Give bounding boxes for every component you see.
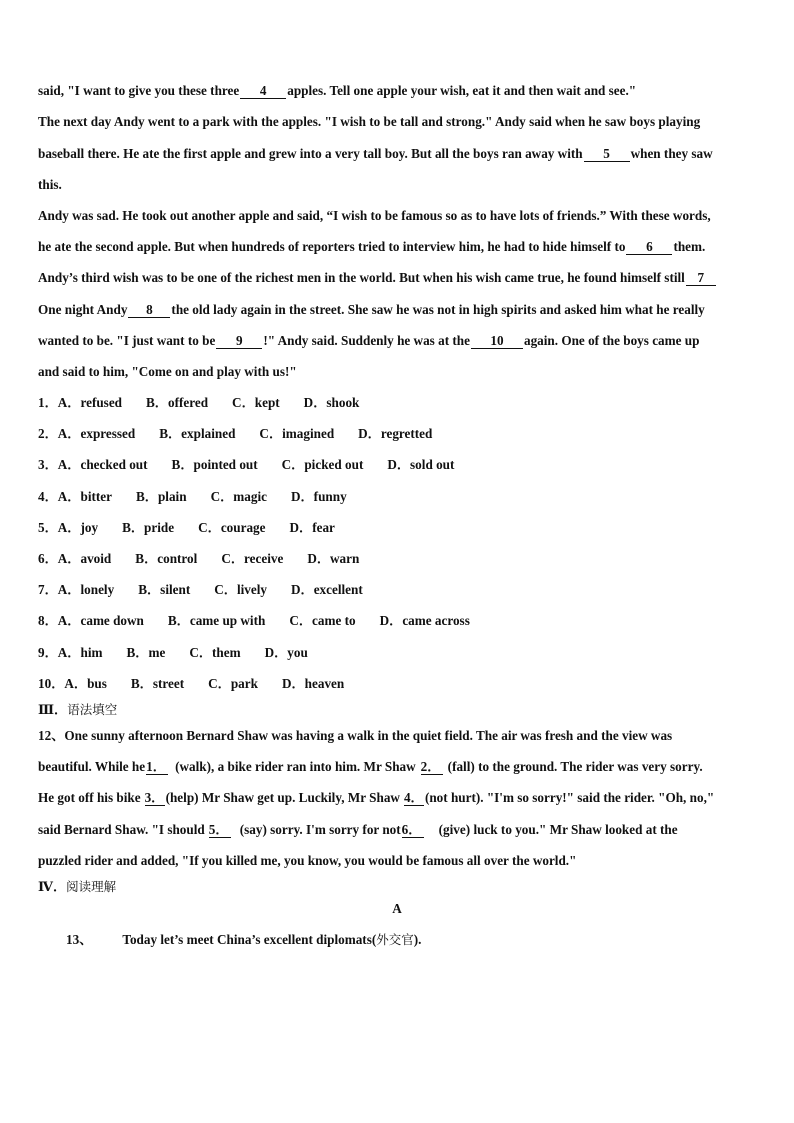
- option-row: [38, 613, 470, 629]
- option-choice: A．bitter: [57, 489, 112, 504]
- blank-8: 8: [128, 303, 170, 318]
- blank-7: 7: [686, 271, 716, 286]
- option-row: [38, 645, 308, 661]
- option-number: 6．: [38, 551, 58, 566]
- option-choice: A．him: [57, 645, 103, 660]
- option-choice: B．street: [130, 676, 185, 691]
- option-number: 1．: [38, 395, 58, 410]
- option-choice: C．courage: [198, 520, 266, 535]
- option-number: 2．: [38, 426, 58, 441]
- passage-line: One night Andy 8 the old lady again in the street. She saw he was not in high spirits and asked him what he really: [38, 302, 705, 317]
- option-number: 7．: [38, 582, 58, 597]
- option-choice: B．me: [126, 645, 166, 660]
- grammar-line: He got off his bike 3．(help) Mr Shaw get up. Luckily, Mr Shaw 4．(not hurt). "I'm so sorry!" said the rider. "Oh, no,": [38, 790, 715, 805]
- blank-5: 5: [584, 147, 630, 162]
- option-choice: C．kept: [232, 395, 280, 410]
- option-choice: D．you: [264, 645, 308, 660]
- passage-line: he ate the second apple. But when hundreds of reporters tried to interview him, he had to hide himself to 6 them.: [38, 239, 706, 254]
- passage-line: and said to him, "Come on and play with us!": [38, 364, 297, 379]
- option-number: 4．: [38, 489, 58, 504]
- option-choice: A．came down: [57, 613, 144, 628]
- option-row: [38, 426, 432, 442]
- option-row: [38, 676, 344, 692]
- option-row: [38, 582, 363, 598]
- option-choice: B．pride: [122, 520, 175, 535]
- passage-line: said, "I want to give you these three 4 apples. Tell one apple your wish, eat it and then wait and see.": [38, 83, 637, 98]
- option-choice: D．regretted: [358, 426, 433, 441]
- option-choice: C．picked out: [281, 457, 364, 472]
- option-choice: D．heaven: [281, 676, 345, 691]
- passage-line: Andy’s third wish was to be one of the richest men in the world. But when his wish came true, he found himself still 7: [38, 270, 717, 286]
- option-choice: D．excellent: [290, 582, 363, 597]
- blank-10: 10: [471, 334, 523, 349]
- option-choice: C．them: [189, 645, 241, 660]
- option-choice: B．plain: [135, 489, 187, 504]
- option-row: [38, 520, 335, 536]
- passage-line: The next day Andy went to a park with the apples. "I wish to be tall and strong." Andy said when he saw boys playing: [38, 114, 701, 129]
- option-choice: D．funny: [290, 489, 347, 504]
- option-choice: B．offered: [146, 395, 209, 410]
- option-choice: A．expressed: [57, 426, 136, 441]
- grammar-line: beautiful. While he1． (walk), a bike rider ran into him. Mr Shaw 2． (fall) to the ground. The rider was very sorry.: [38, 759, 703, 774]
- option-choice: A．checked out: [57, 457, 148, 472]
- option-choice: B．came up with: [167, 613, 266, 628]
- option-choice: C．magic: [210, 489, 267, 504]
- option-choice: C．came to: [289, 613, 356, 628]
- option-choice: A．refused: [57, 395, 123, 410]
- option-choice: B．explained: [159, 426, 236, 441]
- option-row: [38, 457, 454, 473]
- grammar-blank-4: 4．: [403, 790, 424, 805]
- grammar-line: said Bernard Shaw. "I should 5． (say) sorry. I'm sorry for not6． (give) luck to you." Mr Shaw looked at the: [38, 822, 678, 837]
- option-number: 3．: [38, 457, 58, 472]
- option-number: 9．: [38, 645, 58, 660]
- grammar-line: 12、One sunny afternoon Bernard Shaw was having a walk in the quiet field. The air was fresh and the view was: [38, 728, 673, 743]
- question-13: 13、 Today let’s meet China’s excellent diplomats(外交官).: [66, 932, 422, 947]
- part-label: A: [392, 901, 402, 916]
- option-choice: D．warn: [307, 551, 360, 566]
- grammar-blank-1: 1．: [146, 760, 168, 775]
- option-choice: B．pointed out: [171, 457, 258, 472]
- option-choice: B．control: [135, 551, 198, 566]
- option-row: [38, 489, 347, 505]
- grammar-blank-5: 5．: [209, 823, 231, 838]
- option-choice: C．park: [208, 676, 258, 691]
- option-choice: A．bus: [64, 676, 107, 691]
- option-choice: C．lively: [214, 582, 267, 597]
- option-choice: A．lonely: [57, 582, 115, 597]
- blank-6: 6: [626, 240, 672, 255]
- section-heading-grammar: Ⅲ．语法填空: [38, 702, 118, 717]
- option-choice: D．sold out: [387, 457, 455, 472]
- option-number: 10．: [38, 676, 65, 691]
- passage-line: wanted to be. "I just want to be 9 !" Andy said. Suddenly he was at the 10 again. One of the boys came up: [38, 333, 700, 348]
- option-row: [38, 551, 359, 567]
- grammar-blank-2: 2．: [421, 760, 443, 775]
- blank-9: 9: [216, 334, 262, 349]
- option-number: 8．: [38, 613, 58, 628]
- option-row: [38, 395, 359, 411]
- option-choice: A．avoid: [57, 551, 112, 566]
- option-choice: C．receive: [221, 551, 284, 566]
- passage-line: baseball there. He ate the first apple and grew into a very tall boy. But all the boys ran away with 5 when they saw: [38, 146, 713, 161]
- grammar-blank-3: 3．: [144, 790, 165, 805]
- option-choice: D．came across: [379, 613, 470, 628]
- grammar-blank-6: 6．: [402, 823, 424, 838]
- option-choice: D．fear: [289, 520, 335, 535]
- grammar-line: puzzled rider and added, "If you killed me, you know, you would be famous all over the world.": [38, 853, 577, 868]
- option-choice: B．silent: [138, 582, 191, 597]
- passage-line: Andy was sad. He took out another apple and said, “I wish to be famous so as to have lots of friends.” With these words,: [38, 208, 711, 223]
- option-number: 5．: [38, 520, 58, 535]
- section-heading-reading: Ⅳ．阅读理解: [38, 879, 117, 894]
- option-choice: C．imagined: [259, 426, 335, 441]
- option-choice: A．joy: [57, 520, 99, 535]
- option-choice: D．shook: [303, 395, 360, 410]
- passage-line: this.: [38, 177, 62, 192]
- blank-4: 4: [240, 84, 286, 99]
